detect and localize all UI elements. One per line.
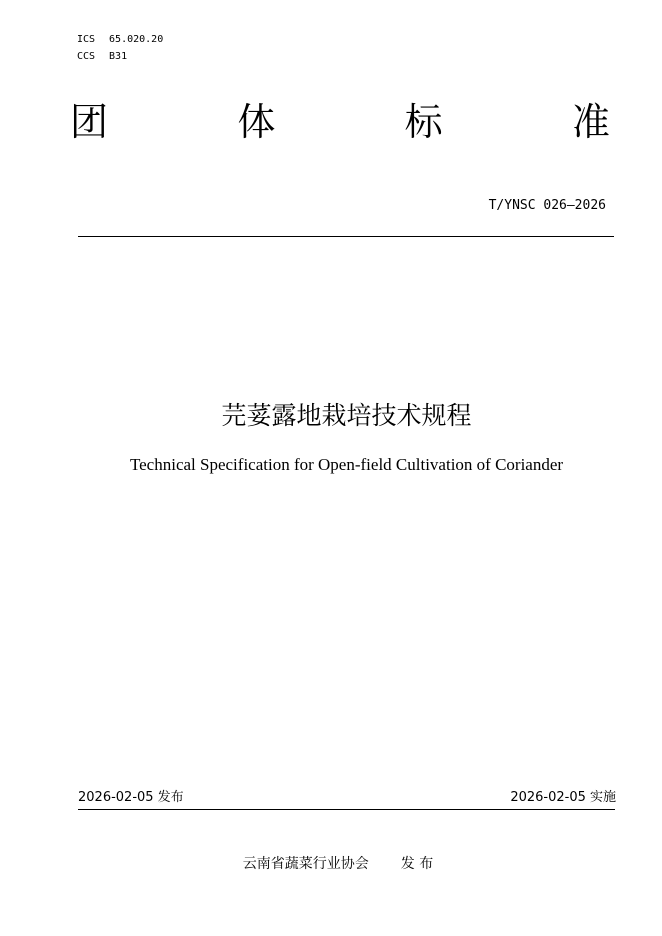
standard-kind-char: 标 (404, 100, 443, 144)
publish-date: 2026-02-05 发布 (78, 790, 184, 805)
standard-kind-heading (70, 98, 610, 146)
top-divider (78, 236, 614, 237)
ics-label: ICS (77, 34, 96, 45)
ics-line (77, 31, 163, 48)
ccs-value: B31 (109, 51, 128, 62)
ccs-line (77, 48, 163, 65)
implement-date: 2026-02-05 实施 (510, 790, 616, 805)
issuer-line (0, 854, 662, 874)
standard-kind-char: 团 (70, 100, 109, 144)
standard-kind-char: 体 (237, 100, 276, 144)
ics-value: 65.020.20 (109, 34, 164, 45)
classification-codes (77, 31, 163, 65)
standard-number: T/YNSC 026—2026 (488, 198, 606, 213)
title-english: Technical Specification for Open-field Cultivation of Coriander (129, 455, 564, 474)
standard-kind-char: 准 (571, 100, 610, 144)
ccs-label: CCS (77, 51, 96, 62)
issuer-name: 云南省蔬菜行业协会 (242, 856, 369, 872)
title-chinese: 芫荽露地栽培技术规程 (221, 401, 472, 430)
issuer-action: 发 布 (400, 856, 434, 872)
bottom-divider (78, 809, 615, 810)
